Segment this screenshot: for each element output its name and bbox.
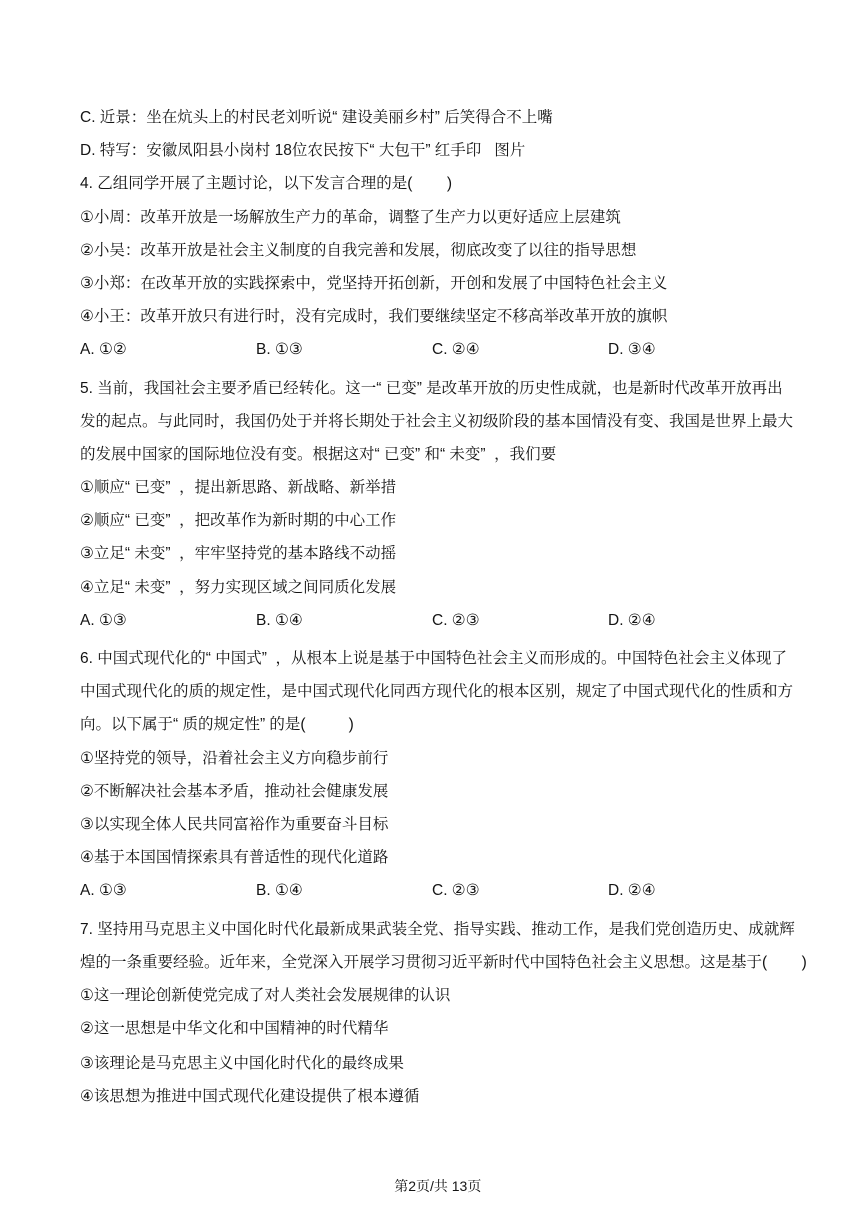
question-5 <box>80 372 820 638</box>
question-7 <box>80 913 820 1114</box>
question-stem-line: 煌的一条重要经验。近年来，全党深入开展学习贯彻习近平新时代中国特色社会主义思想。这是基于( ) <box>80 953 807 971</box>
statement-item: ③该理论是马克思主义中国化时代化的最终成果 <box>80 1055 404 1073</box>
prev-question-option-c: C. 近景：坐在炕头上的村民老刘听说“ 建设美丽乡村” 后笑得合不上嘴 <box>80 109 553 126</box>
answer-choices <box>80 874 820 907</box>
question-stem-line: 中国式现代化的质的规定性，是中国式现代化同西方现代化的根本区别，规定了中国式现代化的性质和方 <box>80 683 794 701</box>
statement-item: ②不断解决社会基本矛盾，推动社会健康发展 <box>80 782 389 800</box>
page-footer <box>0 1156 860 1216</box>
answer-choice-d: D. ②④ <box>608 611 656 629</box>
statement-item: ②小吴：改革开放是社会主义制度的自我完善和发展，彻底改变了以往的指导思想 <box>80 241 637 259</box>
statement-item: ④小王：改革开放只有进行时，没有完成时，我们要继续坚定不移高举改革开放的旗帜 <box>80 308 668 326</box>
answer-choice-a: A. ①② <box>80 341 127 359</box>
prev-question-option-d: D. 特写：安徽凤阳县小岗村 18位农民按下“ 大包干” 红手印 图片 <box>80 142 526 160</box>
statement-item: ①小周：改革开放是一场解放生产力的革命，调整了生产力以更好适应上层建筑 <box>80 208 621 226</box>
statement-item: ③以实现全体人民共同富裕作为重要奋斗目标 <box>80 815 389 833</box>
question-6 <box>80 642 820 908</box>
answer-choice-c: C. ②③ <box>432 611 480 629</box>
answer-choice-a: A. ①③ <box>80 611 127 629</box>
answer-choice-b: B. ①③ <box>256 341 303 359</box>
question-stem-line: 4. 乙组同学开展了主题讨论，以下发言合理的是( ) <box>80 175 453 193</box>
answer-choice-d: D. ②④ <box>608 882 656 900</box>
statement-item: ①顺应“ 已变” ，提出新思路、新战略、新举措 <box>80 479 397 497</box>
page-number: 第2页/共 13页 <box>394 1178 482 1194</box>
answer-choices <box>80 604 820 637</box>
page-content <box>80 101 820 1114</box>
statement-item: ②顺应“ 已变” ，把改革作为新时期的中心工作 <box>80 512 397 530</box>
statement-item: ①坚持党的领导，沿着社会主义方向稳步前行 <box>80 749 389 767</box>
question-stem-line: 向。以下属于“ 质的规定性” 的是( ) <box>80 716 354 734</box>
question-stem-line: 5. 当前，我国社会主要矛盾已经转化。这一“ 已变” 是改革开放的历史性成就，也是新时代改革开放再出 <box>80 379 783 397</box>
statement-item: ②这一思想是中华文化和中国精神的时代精华 <box>80 1020 389 1038</box>
question-stem-line: 发的起点。与此同时，我国仍处于并将长期处于社会主义初级阶段的基本国情没有变、我国是世界上最大 <box>80 412 794 430</box>
question-stem-line: 7. 坚持用马克思主义中国化时代化最新成果武装全党、指导实践、推动工作，是我们党创造历史、成就辉 <box>80 920 795 938</box>
prev-question-options <box>80 101 820 167</box>
answer-choice-b: B. ①④ <box>256 611 303 629</box>
statement-item: ③小郑：在改革开放的实践探索中，党坚持开拓创新，开创和发展了中国特色社会主义 <box>80 274 668 292</box>
statement-item: ①这一理论创新使党完成了对人类社会发展规律的认识 <box>80 986 451 1004</box>
answer-choices <box>80 333 820 366</box>
answer-choice-c: C. ②③ <box>432 882 480 900</box>
answer-choice-b: B. ①④ <box>256 882 303 900</box>
question-stem-line: 6. 中国式现代化的“ 中国式” ，从根本上说是基于中国特色社会主义而形成的。中国特色社会主义体现了 <box>80 650 787 667</box>
question-stem-line: 的发展中国家的国际地位没有变。根据这对“ 已变” 和“ 未变” ，我们要 <box>80 445 557 463</box>
statement-item: ④该思想为推进中国式现代化建设提供了根本遵循 <box>80 1088 420 1106</box>
statement-item: ④基于本国国情探索具有普适性的现代化道路 <box>80 849 389 867</box>
answer-choice-d: D. ③④ <box>608 341 656 359</box>
answer-choice-c: C. ②④ <box>432 341 480 359</box>
statement-item: ③立足“ 未变” ，牢牢坚持党的基本路线不动摇 <box>80 545 397 563</box>
statement-item: ④立足“ 未变” ，努力实现区域之间同质化发展 <box>80 578 397 596</box>
answer-choice-a: A. ①③ <box>80 882 127 900</box>
question-4 <box>80 167 820 366</box>
